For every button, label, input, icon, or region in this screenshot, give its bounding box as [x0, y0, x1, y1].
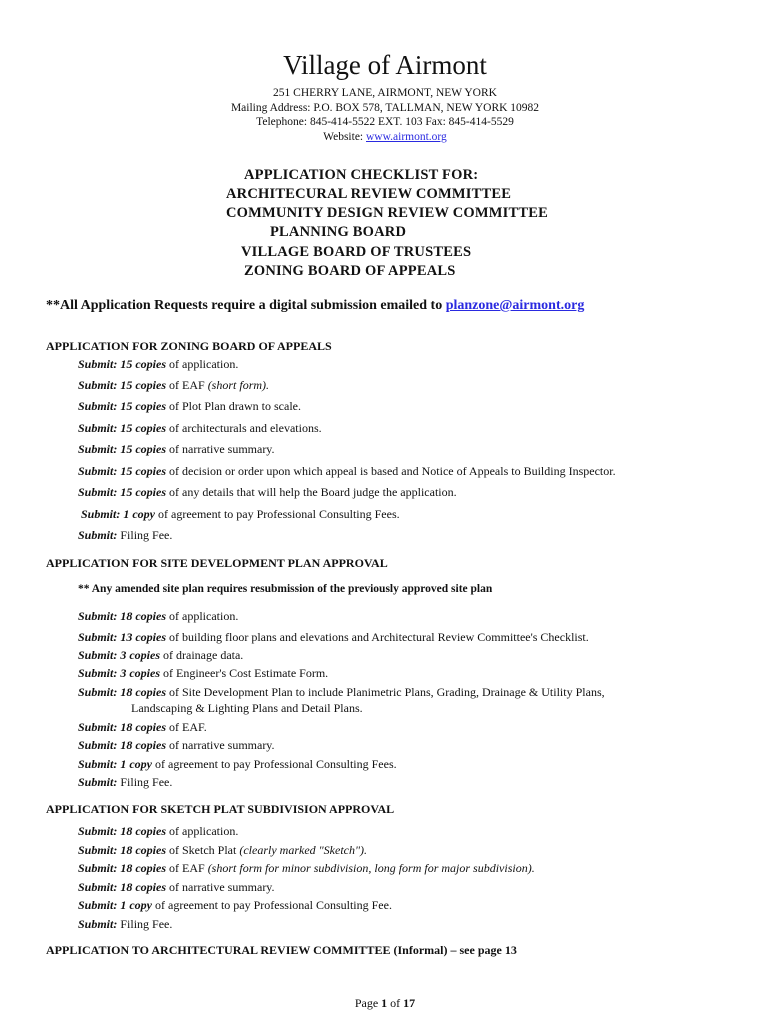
- list-item: Submit: 1 copy of agreement to pay Professional Consulting Fee.: [78, 898, 392, 912]
- section-heading-site-plan: APPLICATION FOR SITE DEVELOPMENT PLAN APPROVAL: [46, 556, 388, 570]
- notice-text: **All Application Requests require a digital submission emailed to: [46, 298, 446, 313]
- list-item-continuation: Landscaping & Lighting Plans and Detail Plans.: [131, 701, 363, 715]
- checklist-heading-line: COMMUNITY DESIGN REVIEW COMMITTEE: [226, 205, 549, 221]
- website-line: [0, 130, 770, 145]
- list-item: Submit: 18 copies of Site Development Plan to include Planimetric Plans, Grading, Drainage & Utility Plans,: [78, 685, 605, 699]
- section-heading-sketch-plat: APPLICATION FOR SKETCH PLAT SUBDIVISION APPROVAL: [46, 802, 395, 816]
- page-number: Page 1 of 17: [354, 996, 416, 1010]
- list-item: Submit: 1 copy of agreement to pay Professional Consulting Fees.: [78, 757, 397, 771]
- list-item: Submit: 18 copies of Sketch Plat (clearly marked "Sketch").: [78, 843, 368, 857]
- list-item: Submit: 18 copies of application.: [78, 609, 239, 623]
- checklist-heading-line: PLANNING BOARD: [270, 224, 407, 240]
- list-item: Submit: 15 copies of EAF (short form).: [78, 378, 270, 392]
- checklist-heading-line: ARCHITECURAL REVIEW COMMITTEE: [226, 186, 512, 202]
- telephone: Telephone: 845-414-5522 EXT. 103 Fax: 845-414-5529: [256, 116, 514, 128]
- list-item: Submit: 3 copies of drainage data.: [78, 648, 244, 662]
- list-item: Submit: 18 copies of EAF.: [78, 720, 207, 734]
- section-heading-zba: APPLICATION FOR ZONING BOARD OF APPEALS: [46, 339, 332, 353]
- list-item: Submit: 13 copies of building floor plans and elevations and Architectural Review Committee's Checklist.: [78, 630, 589, 644]
- list-item: Submit: 18 copies of narrative summary.: [78, 880, 275, 894]
- list-item: Submit: 15 copies of application.: [78, 357, 239, 371]
- list-item: Submit: 15 copies of any details that will help the Board judge the application.: [78, 485, 457, 499]
- list-item: Submit: 15 copies of Plot Plan drawn to scale.: [78, 399, 301, 413]
- site-plan-note: ** Any amended site plan requires resubmission of the previously approved site plan: [78, 583, 493, 595]
- mailing-address: Mailing Address: P.O. BOX 578, TALLMAN, NEW YORK 10982: [230, 101, 540, 114]
- list-item: Submit: 15 copies of narrative summary.: [78, 442, 275, 456]
- street-address: 251 CHERRY LANE, AIRMONT, NEW YORK: [273, 87, 497, 99]
- list-item: Submit: 15 copies of decision or order upon which appeal is based and Notice of Appeals to Building Inspector.: [78, 464, 616, 478]
- section-heading-arc: APPLICATION TO ARCHITECTURAL REVIEW COMMITTEE (Informal) – see page 13: [46, 943, 517, 957]
- list-item: Submit: 1 copy of agreement to pay Professional Consulting Fees.: [81, 507, 400, 521]
- list-item: Submit: 3 copies of Engineer's Cost Estimate Form.: [78, 666, 329, 680]
- website-label: Website:: [323, 130, 366, 143]
- checklist-heading-line: ZONING BOARD OF APPEALS: [244, 263, 456, 279]
- digital-submission-notice: [46, 298, 584, 314]
- list-item: Submit: Filing Fee.: [78, 775, 173, 789]
- website-link[interactable]: www.airmont.org: [366, 130, 447, 143]
- checklist-heading-line: VILLAGE BOARD OF TRUSTEES: [241, 244, 472, 260]
- email-link[interactable]: planzone@airmont.org: [445, 298, 585, 313]
- list-item: Submit: Filing Fee.: [78, 528, 173, 542]
- list-item: Submit: 15 copies of architecturals and elevations.: [78, 421, 322, 435]
- list-item: Submit: 18 copies of EAF (short form for minor subdivision, long form for major subdivision).: [78, 861, 535, 875]
- checklist-heading-line: APPLICATION CHECKLIST FOR:: [244, 167, 479, 183]
- page-title: Village of Airmont: [283, 50, 487, 80]
- list-item: Submit: 18 copies of narrative summary.: [78, 738, 275, 752]
- list-item: Submit: Filing Fee.: [78, 917, 173, 931]
- list-item: Submit: 18 copies of application.: [78, 824, 239, 838]
